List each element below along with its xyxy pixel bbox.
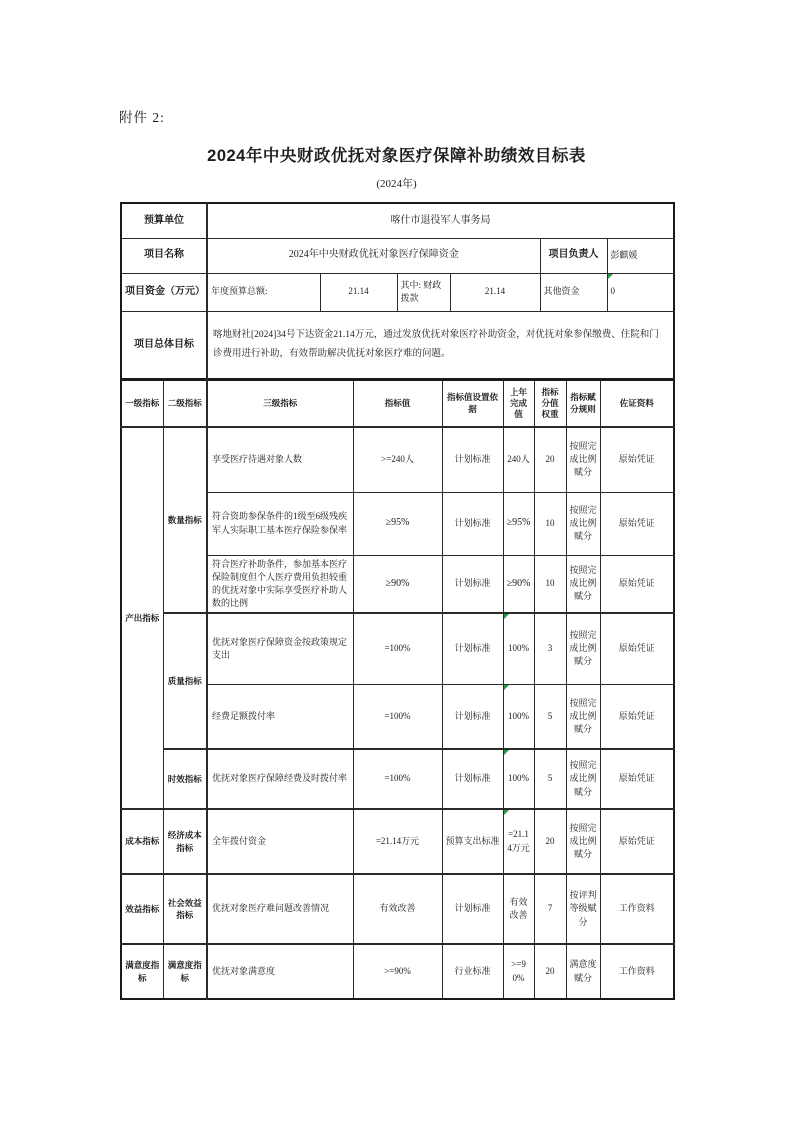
indicator-value: >=90% — [353, 944, 442, 999]
level1-satisfaction: 满意度指标 — [121, 944, 163, 999]
other-funds-value — [607, 273, 674, 311]
indicator-basis: 计划标准 — [442, 427, 503, 492]
level2-quantity: 数量指标 — [163, 427, 207, 613]
indicator-value: =100% — [353, 749, 442, 809]
other-funds-value-text: 0 — [610, 286, 615, 297]
indicator-weight: 10 — [534, 492, 566, 555]
indicator-last-year-text: 100% — [508, 643, 529, 654]
indicator-row-9 — [121, 944, 674, 999]
header-level2: 二级指标 — [163, 380, 207, 427]
header-last-year: 上年完成值 — [503, 380, 534, 427]
indicator-last-year: 有效改善 — [503, 874, 534, 944]
project-name-label: 项目名称 — [121, 238, 207, 273]
indicator-evidence: 工作资料 — [600, 874, 674, 944]
fiscal-allocation-label: 其中: 财政拨款 — [397, 273, 450, 311]
indicator-rule: 按照完成比例赋分 — [566, 492, 600, 555]
level2-quality: 质量指标 — [163, 613, 207, 749]
header-basis: 指标值设置依据 — [442, 380, 503, 427]
project-leader-value: 彭麒媛 — [607, 238, 674, 273]
other-funds-label: 其他资金 — [540, 273, 607, 311]
budget-unit-label: 预算单位 — [121, 203, 207, 238]
project-name-value: 2024年中央财政优抚对象医疗保障资金 — [207, 238, 540, 273]
indicator-weight: 7 — [534, 874, 566, 944]
indicator-last-year — [503, 613, 534, 684]
indicator-evidence: 原始凭证 — [600, 749, 674, 809]
project-name-row — [121, 238, 674, 273]
overall-goal-label: 项目总体目标 — [121, 311, 207, 379]
indicator-rule: 按照完成比例赋分 — [566, 809, 600, 874]
indicator-name: 全年拨付资金 — [207, 809, 353, 874]
indicator-rule: 按照完成比例赋分 — [566, 749, 600, 809]
header-evidence: 佐证资料 — [600, 380, 674, 427]
indicator-rule: 按照完成比例赋分 — [566, 555, 600, 613]
indicator-last-year — [503, 684, 534, 749]
indicator-evidence: 工作资料 — [600, 944, 674, 999]
indicator-weight: 20 — [534, 809, 566, 874]
indicator-last-year-text: 100% — [508, 773, 529, 784]
indicator-basis: 计划标准 — [442, 613, 503, 684]
header-level1: 一级指标 — [121, 380, 163, 427]
level2-economic-cost: 经济成本指标 — [163, 809, 207, 874]
level1-output: 产出指标 — [121, 427, 163, 809]
indicator-rule: 按照完成比例赋分 — [566, 613, 600, 684]
indicator-row-6 — [121, 749, 674, 809]
indicator-evidence: 原始凭证 — [600, 492, 674, 555]
indicator-rule: 按评判等级赋分 — [566, 874, 600, 944]
level2-satisfaction: 满意度指标 — [163, 944, 207, 999]
indicator-basis: 计划标准 — [442, 555, 503, 613]
indicator-last-year: ≥90% — [503, 555, 534, 613]
indicator-value: >=240人 — [353, 427, 442, 492]
indicator-last-year: >=90% — [503, 944, 534, 999]
indicator-name: 符合资助参保条件的1级至6级残疾军人实际职工基本医疗保险参保率 — [207, 492, 353, 555]
indicator-last-year: 240人 — [503, 427, 534, 492]
cell-corner-mark-icon — [504, 614, 509, 619]
indicator-row-8 — [121, 874, 674, 944]
indicator-evidence: 原始凭证 — [600, 613, 674, 684]
header-value: 指标值 — [353, 380, 442, 427]
indicator-value: =100% — [353, 684, 442, 749]
indicator-basis: 计划标准 — [442, 749, 503, 809]
indicator-last-year — [503, 809, 534, 874]
indicator-rule: 按照完成比例赋分 — [566, 684, 600, 749]
indicator-last-year-text: =21.14万元 — [507, 829, 530, 853]
indicator-basis: 计划标准 — [442, 492, 503, 555]
annual-budget-value: 21.14 — [320, 273, 397, 311]
project-leader-label: 项目负责人 — [540, 238, 607, 273]
indicator-evidence: 原始凭证 — [600, 809, 674, 874]
indicator-basis: 计划标准 — [442, 874, 503, 944]
indicator-basis: 计划标准 — [442, 684, 503, 749]
indicator-basis: 行业标准 — [442, 944, 503, 999]
fiscal-allocation-value: 21.14 — [450, 273, 540, 311]
indicator-value: ≥95% — [353, 492, 442, 555]
cell-corner-mark-icon — [608, 274, 613, 279]
indicator-weight: 3 — [534, 613, 566, 684]
indicator-weight: 10 — [534, 555, 566, 613]
header-weight: 指标分值权重 — [534, 380, 566, 427]
budget-unit-value: 喀什市退役军人事务局 — [207, 203, 674, 238]
indicator-basis: 预算支出标准 — [442, 809, 503, 874]
indicator-value: 有效改善 — [353, 874, 442, 944]
indicator-weight: 20 — [534, 427, 566, 492]
project-funds-label: 项目资金（万元） — [121, 273, 207, 311]
cell-corner-mark-icon — [504, 810, 509, 815]
indicator-header-row — [121, 380, 674, 427]
project-info-table — [120, 202, 675, 380]
header-rule: 指标赋分规则 — [566, 380, 600, 427]
indicator-rule: 按照完成比例赋分 — [566, 427, 600, 492]
indicator-value: ≥90% — [353, 555, 442, 613]
indicator-name: 优抚对象满意度 — [207, 944, 353, 999]
indicator-rule: 满意度赋分 — [566, 944, 600, 999]
page-title: 2024年中央财政优抚对象医疗保障补助绩效目标表 — [207, 147, 586, 165]
indicator-last-year-text: 100% — [508, 710, 529, 721]
project-funds-row — [121, 273, 674, 311]
indicator-name: 享受医疗待遇对象人数 — [207, 427, 353, 492]
indicator-evidence: 原始凭证 — [600, 427, 674, 492]
indicator-value: =21.14万元 — [353, 809, 442, 874]
overall-goal-value: 喀地财社[2024]34号下达资金21.14万元，通过发放优抚对象医疗补助资金，对优抚对象参保缴费、住院和门诊费用进行补助，有效帮助解决优抚对象医疗难的问题。 — [207, 311, 674, 379]
indicator-evidence: 原始凭证 — [600, 684, 674, 749]
indicator-table — [120, 379, 675, 1000]
annual-budget-label: 年度预算总额: — [207, 273, 320, 311]
indicator-evidence: 原始凭证 — [600, 555, 674, 613]
indicator-name: 经费足额拨付率 — [207, 684, 353, 749]
cell-corner-mark-icon — [504, 750, 509, 755]
overall-goal-row — [121, 311, 674, 379]
indicator-weight: 5 — [534, 749, 566, 809]
indicator-row-1 — [121, 427, 674, 492]
indicator-name: 优抚对象医疗保障经费及时拨付率 — [207, 749, 353, 809]
budget-unit-row — [121, 203, 674, 238]
indicator-last-year: ≥95% — [503, 492, 534, 555]
level2-timeliness: 时效指标 — [163, 749, 207, 809]
page-subtitle: (2024年) — [376, 178, 417, 190]
indicator-row-4 — [121, 613, 674, 684]
indicator-weight: 5 — [534, 684, 566, 749]
level2-social-benefit: 社会效益指标 — [163, 874, 207, 944]
indicator-last-year — [503, 749, 534, 809]
header-level3: 三级指标 — [207, 380, 353, 427]
indicator-name: 优抚对象医疗保障资金按政策规定支出 — [207, 613, 353, 684]
indicator-weight: 20 — [534, 944, 566, 999]
attachment-label: 附件 2: — [119, 110, 165, 125]
level1-benefit: 效益指标 — [121, 874, 163, 944]
indicator-name: 优抚对象医疗难问题改善情况 — [207, 874, 353, 944]
indicator-value: =100% — [353, 613, 442, 684]
level1-cost: 成本指标 — [121, 809, 163, 874]
indicator-row-7 — [121, 809, 674, 874]
indicator-name: 符合医疗补助条件，参加基本医疗保险制度但个人医疗费用负担较重的优抚对象中实际享受医疗补助人数的比例 — [207, 555, 353, 613]
cell-corner-mark-icon — [504, 685, 509, 690]
